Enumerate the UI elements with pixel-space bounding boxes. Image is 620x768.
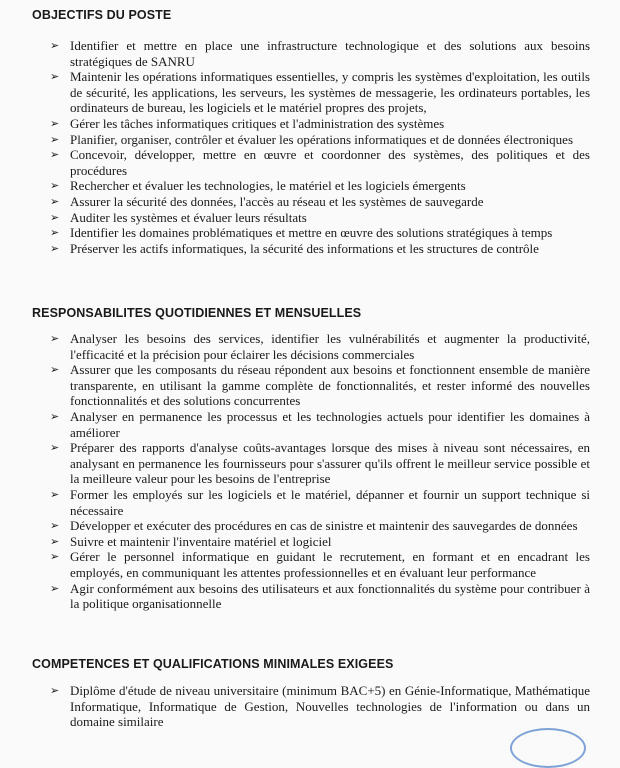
arrow-bullet-icon: ➢ bbox=[50, 519, 60, 533]
section-title-competences: COMPETENCES ET QUALIFICATIONS MINIMALES EXIGEES bbox=[32, 657, 394, 671]
responsabilites-list bbox=[50, 331, 590, 612]
arrow-bullet-icon: ➢ bbox=[50, 226, 60, 240]
list-item-text: Préserver les actifs informatiques, la sécurité des informations et les structures de contrôle bbox=[70, 240, 539, 256]
list-item bbox=[50, 362, 590, 409]
list-item bbox=[50, 210, 590, 226]
list-item bbox=[50, 534, 590, 550]
arrow-bullet-icon: ➢ bbox=[50, 409, 60, 423]
list-item bbox=[50, 518, 590, 534]
list-item-text: Assurer la sécurité des données, l'accès au réseau et les systèmes de sauvegarde bbox=[70, 193, 484, 209]
list-item bbox=[50, 487, 590, 518]
list-item-text: Former les employés sur les logiciels et le matériel, dépanner et fournir un support technique si nécessaire bbox=[70, 486, 590, 518]
list-item bbox=[50, 241, 590, 257]
list-item bbox=[50, 178, 590, 194]
list-item-text: Auditer les systèmes et évaluer leurs résultats bbox=[70, 209, 307, 225]
arrow-bullet-icon: ➢ bbox=[50, 684, 60, 697]
arrow-bullet-icon: ➢ bbox=[50, 441, 60, 455]
arrow-bullet-icon: ➢ bbox=[50, 332, 60, 345]
competences-list bbox=[50, 683, 590, 730]
arrow-bullet-icon: ➢ bbox=[50, 487, 60, 501]
list-item-text: Diplôme d'étude de niveau universitaire (minimum BAC+5) en Génie-Informatique, Mathématique Informatique, Informatique de Gestion, Nouvelles technologies de l'information ou dans un domaine similaire bbox=[70, 683, 590, 730]
arrow-bullet-icon: ➢ bbox=[50, 148, 60, 162]
arrow-bullet-icon: ➢ bbox=[50, 132, 60, 146]
list-item-text: Maintenir les opérations informatiques essentielles, y compris les systèmes d'exploitation, les outils de sécurité, les applications, les serveurs, les systèmes de messagerie, les ordinateurs portables, les ordinateurs de bureau, les logiciels et le matériel propres des projets, bbox=[70, 69, 590, 116]
list-item-text: Agir conformément aux besoins des utilisateurs et aux fonctionnalités du système pour contribuer à la politique organisationnelle bbox=[70, 580, 590, 612]
arrow-bullet-icon: ➢ bbox=[50, 241, 60, 255]
objectifs-list bbox=[50, 38, 590, 256]
list-item bbox=[50, 581, 590, 612]
list-item bbox=[50, 116, 590, 132]
list-item-text: Identifier les domaines problématiques et mettre en œuvre des solutions stratégiques à temps bbox=[70, 225, 553, 241]
arrow-bullet-icon: ➢ bbox=[50, 363, 60, 377]
list-item bbox=[50, 147, 590, 178]
list-item bbox=[50, 331, 590, 362]
list-item-text: Analyser les besoins des services, identifier les vulnérabilités et augmenter la productivité, l'efficacité et la précision pour éclairer les décisions commerciales bbox=[70, 331, 590, 362]
list-item-text: Planifier, organiser, contrôler et évaluer les opérations informatiques et de données électroniques bbox=[70, 131, 574, 147]
arrow-bullet-icon: ➢ bbox=[50, 550, 60, 564]
arrow-bullet-icon: ➢ bbox=[50, 534, 60, 548]
list-item bbox=[50, 38, 590, 69]
arrow-bullet-icon: ➢ bbox=[50, 210, 60, 224]
list-item-text: Rechercher et évaluer les technologies, le matériel et les logiciels émergents bbox=[70, 178, 466, 194]
list-item-text: Concevoir, développer, mettre en œuvre et coordonner des systèmes, des politiques et des procédures bbox=[70, 147, 590, 178]
arrow-bullet-icon: ➢ bbox=[50, 179, 60, 193]
list-item bbox=[50, 194, 590, 210]
list-item-text: Préparer des rapports d'analyse coûts-avantages lorsque des mises à niveau sont nécessaires, en analysant en permanence les fournisseurs pour s'assurer qu'ils offrent le meilleur service possible et la meilleure valeur pour les besoins de l'entreprise bbox=[70, 440, 590, 487]
arrow-bullet-icon: ➢ bbox=[50, 581, 60, 595]
list-item bbox=[50, 683, 590, 730]
list-item bbox=[50, 549, 590, 580]
arrow-bullet-icon: ➢ bbox=[50, 116, 60, 130]
arrow-bullet-icon: ➢ bbox=[50, 39, 60, 52]
list-item-text: Développer et exécuter des procédures en cas de sinistre et maintenir des sauvegardes de données bbox=[70, 518, 578, 534]
list-item bbox=[50, 440, 590, 487]
list-item-text: Suivre et maintenir l'inventaire matériel et logiciel bbox=[70, 533, 332, 549]
stamp-mark bbox=[510, 728, 586, 768]
list-item-text: Assurer que les composants du réseau répondent aux besoins et fonctionnent ensemble de manière transparente, en utilisant la gamme complète de fonctionnalités, et rester informé des nouvelles fonctionnalités et des solutions concurrentes bbox=[70, 362, 590, 409]
list-item-text: Gérer les tâches informatiques critiques et l'administration des systèmes bbox=[70, 115, 445, 131]
arrow-bullet-icon: ➢ bbox=[50, 194, 60, 208]
list-item-text: Identifier et mettre en place une infrastructure technologique et des solutions aux besoins stratégiques de SANRU bbox=[70, 38, 590, 69]
list-item-text: Analyser en permanence les processus et les technologies actuels pour identifier les domaines à améliorer bbox=[70, 408, 590, 440]
section-title-objectifs: OBJECTIFS DU POSTE bbox=[32, 8, 172, 22]
list-item bbox=[50, 409, 590, 440]
arrow-bullet-icon: ➢ bbox=[50, 70, 60, 84]
list-item bbox=[50, 132, 590, 148]
list-item-text: Gérer le personnel informatique en guidant le recrutement, en formant et en encadrant les employés, en communiquant les attentes professionnelles et en évaluant leur performance bbox=[70, 549, 590, 580]
section-title-responsabilites: RESPONSABILITES QUOTIDIENNES ET MENSUELLES bbox=[32, 306, 362, 320]
list-item bbox=[50, 225, 590, 241]
list-item bbox=[50, 69, 590, 116]
